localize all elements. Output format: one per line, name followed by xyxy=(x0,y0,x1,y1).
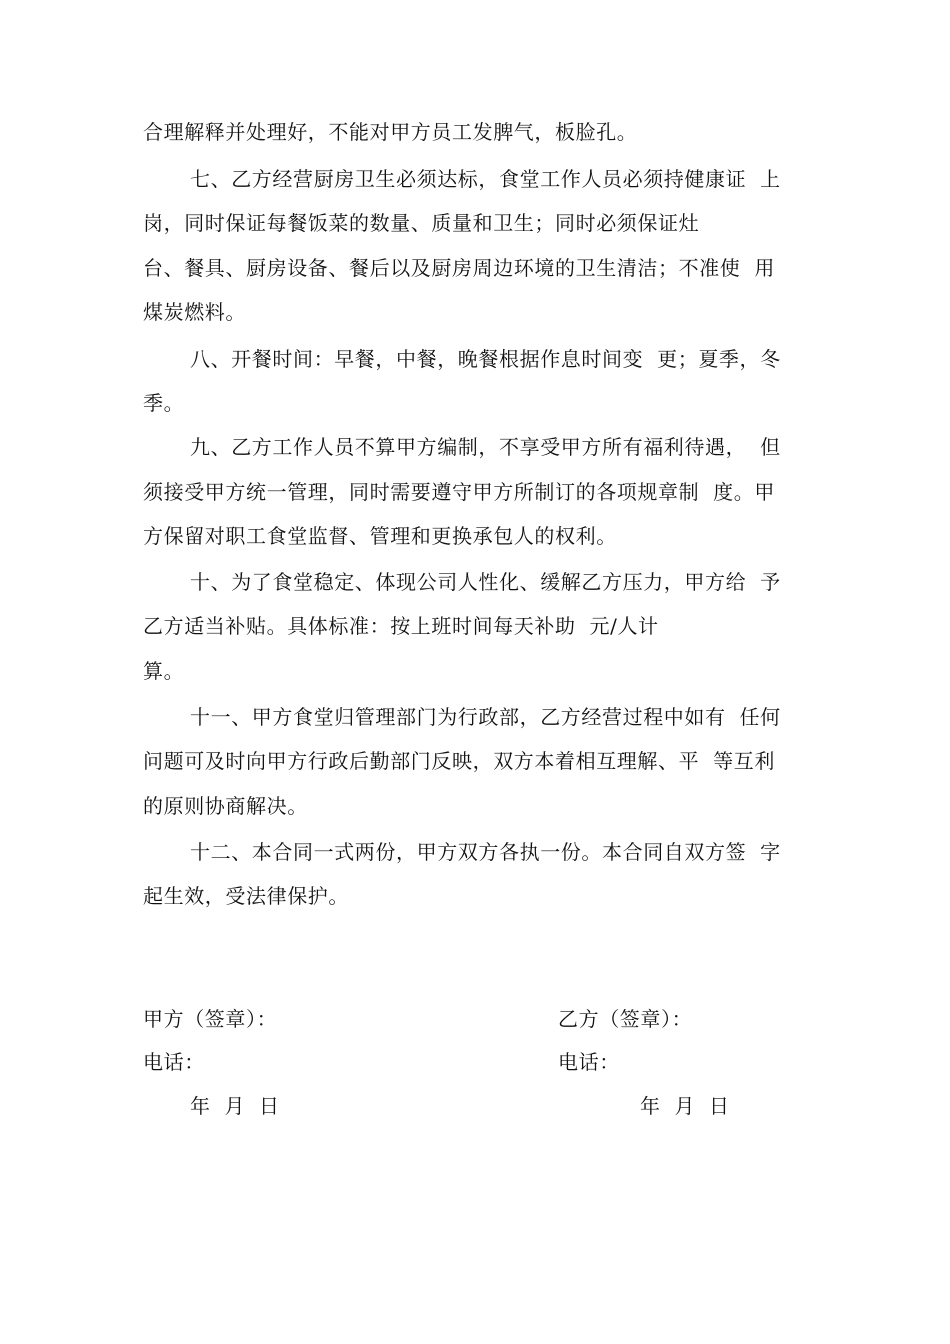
party-a-phone-label: 电话： xyxy=(143,1050,205,1074)
clause-10-line-3: 算。 xyxy=(143,659,185,683)
clause-12-line-2: 起生效，受法律保护。 xyxy=(143,884,349,908)
clause-11-line-1: 十一、甲方食堂归管理部门为行政部，乙方经营过程中如有 任何 xyxy=(190,705,781,729)
party-b-date: 年 月 日 xyxy=(640,1094,730,1118)
party-a-date: 年 月 日 xyxy=(190,1094,280,1118)
party-b-phone-label: 电话： xyxy=(558,1050,620,1074)
clause-9-line-1: 九、乙方工作人员不算甲方编制，不享受甲方所有福利待遇， 但 xyxy=(190,435,781,459)
clause-7-line-2: 岗，同时保证每餐饭菜的数量、质量和卫生；同时必须保证灶 xyxy=(143,211,700,235)
paragraph-6-end: 合理解释并处理好，不能对甲方员工发脾气，板脸孔。 xyxy=(143,120,638,144)
clause-9-line-3: 方保留对职工食堂监督、管理和更换承包人的权利。 xyxy=(143,524,617,548)
clause-7-line-1: 七、乙方经营厨房卫生必须达标，食堂工作人员必须持健康证 上 xyxy=(190,167,781,191)
clause-10-line-2: 乙方适当补贴。具体标准：按上班时间每天补助 元/人计 xyxy=(143,614,659,638)
clause-7-line-4: 煤炭燃料。 xyxy=(143,300,246,324)
clause-11-line-2: 问题可及时向甲方行政后勤部门反映，双方本着相互理解、平 等互利 xyxy=(143,749,775,773)
clause-8-line-1: 八、开餐时间：早餐，中餐，晚餐根据作息时间变 更；夏季，冬 xyxy=(190,347,781,371)
clause-7-line-3: 台、餐具、厨房设备、餐后以及厨房周边环境的卫生清洁；不准使 用 xyxy=(143,256,775,280)
clause-8-line-2: 季。 xyxy=(143,391,185,415)
party-a-signature-label: 甲方（签章）： xyxy=(143,1007,278,1031)
clause-12-line-1: 十二、本合同一式两份，甲方双方各执一份。本合同自双方签 字 xyxy=(190,840,781,864)
clause-9-line-2: 须接受甲方统一管理，同时需要遵守甲方所制订的各项规章制 度。甲 xyxy=(143,480,775,504)
party-b-signature-label: 乙方（签章）： xyxy=(558,1007,693,1031)
clause-11-line-3: 的原则协商解决。 xyxy=(143,794,308,818)
clause-10-line-1: 十、为了食堂稳定、体现公司人性化、缓解乙方压力，甲方给 予 xyxy=(190,570,781,594)
